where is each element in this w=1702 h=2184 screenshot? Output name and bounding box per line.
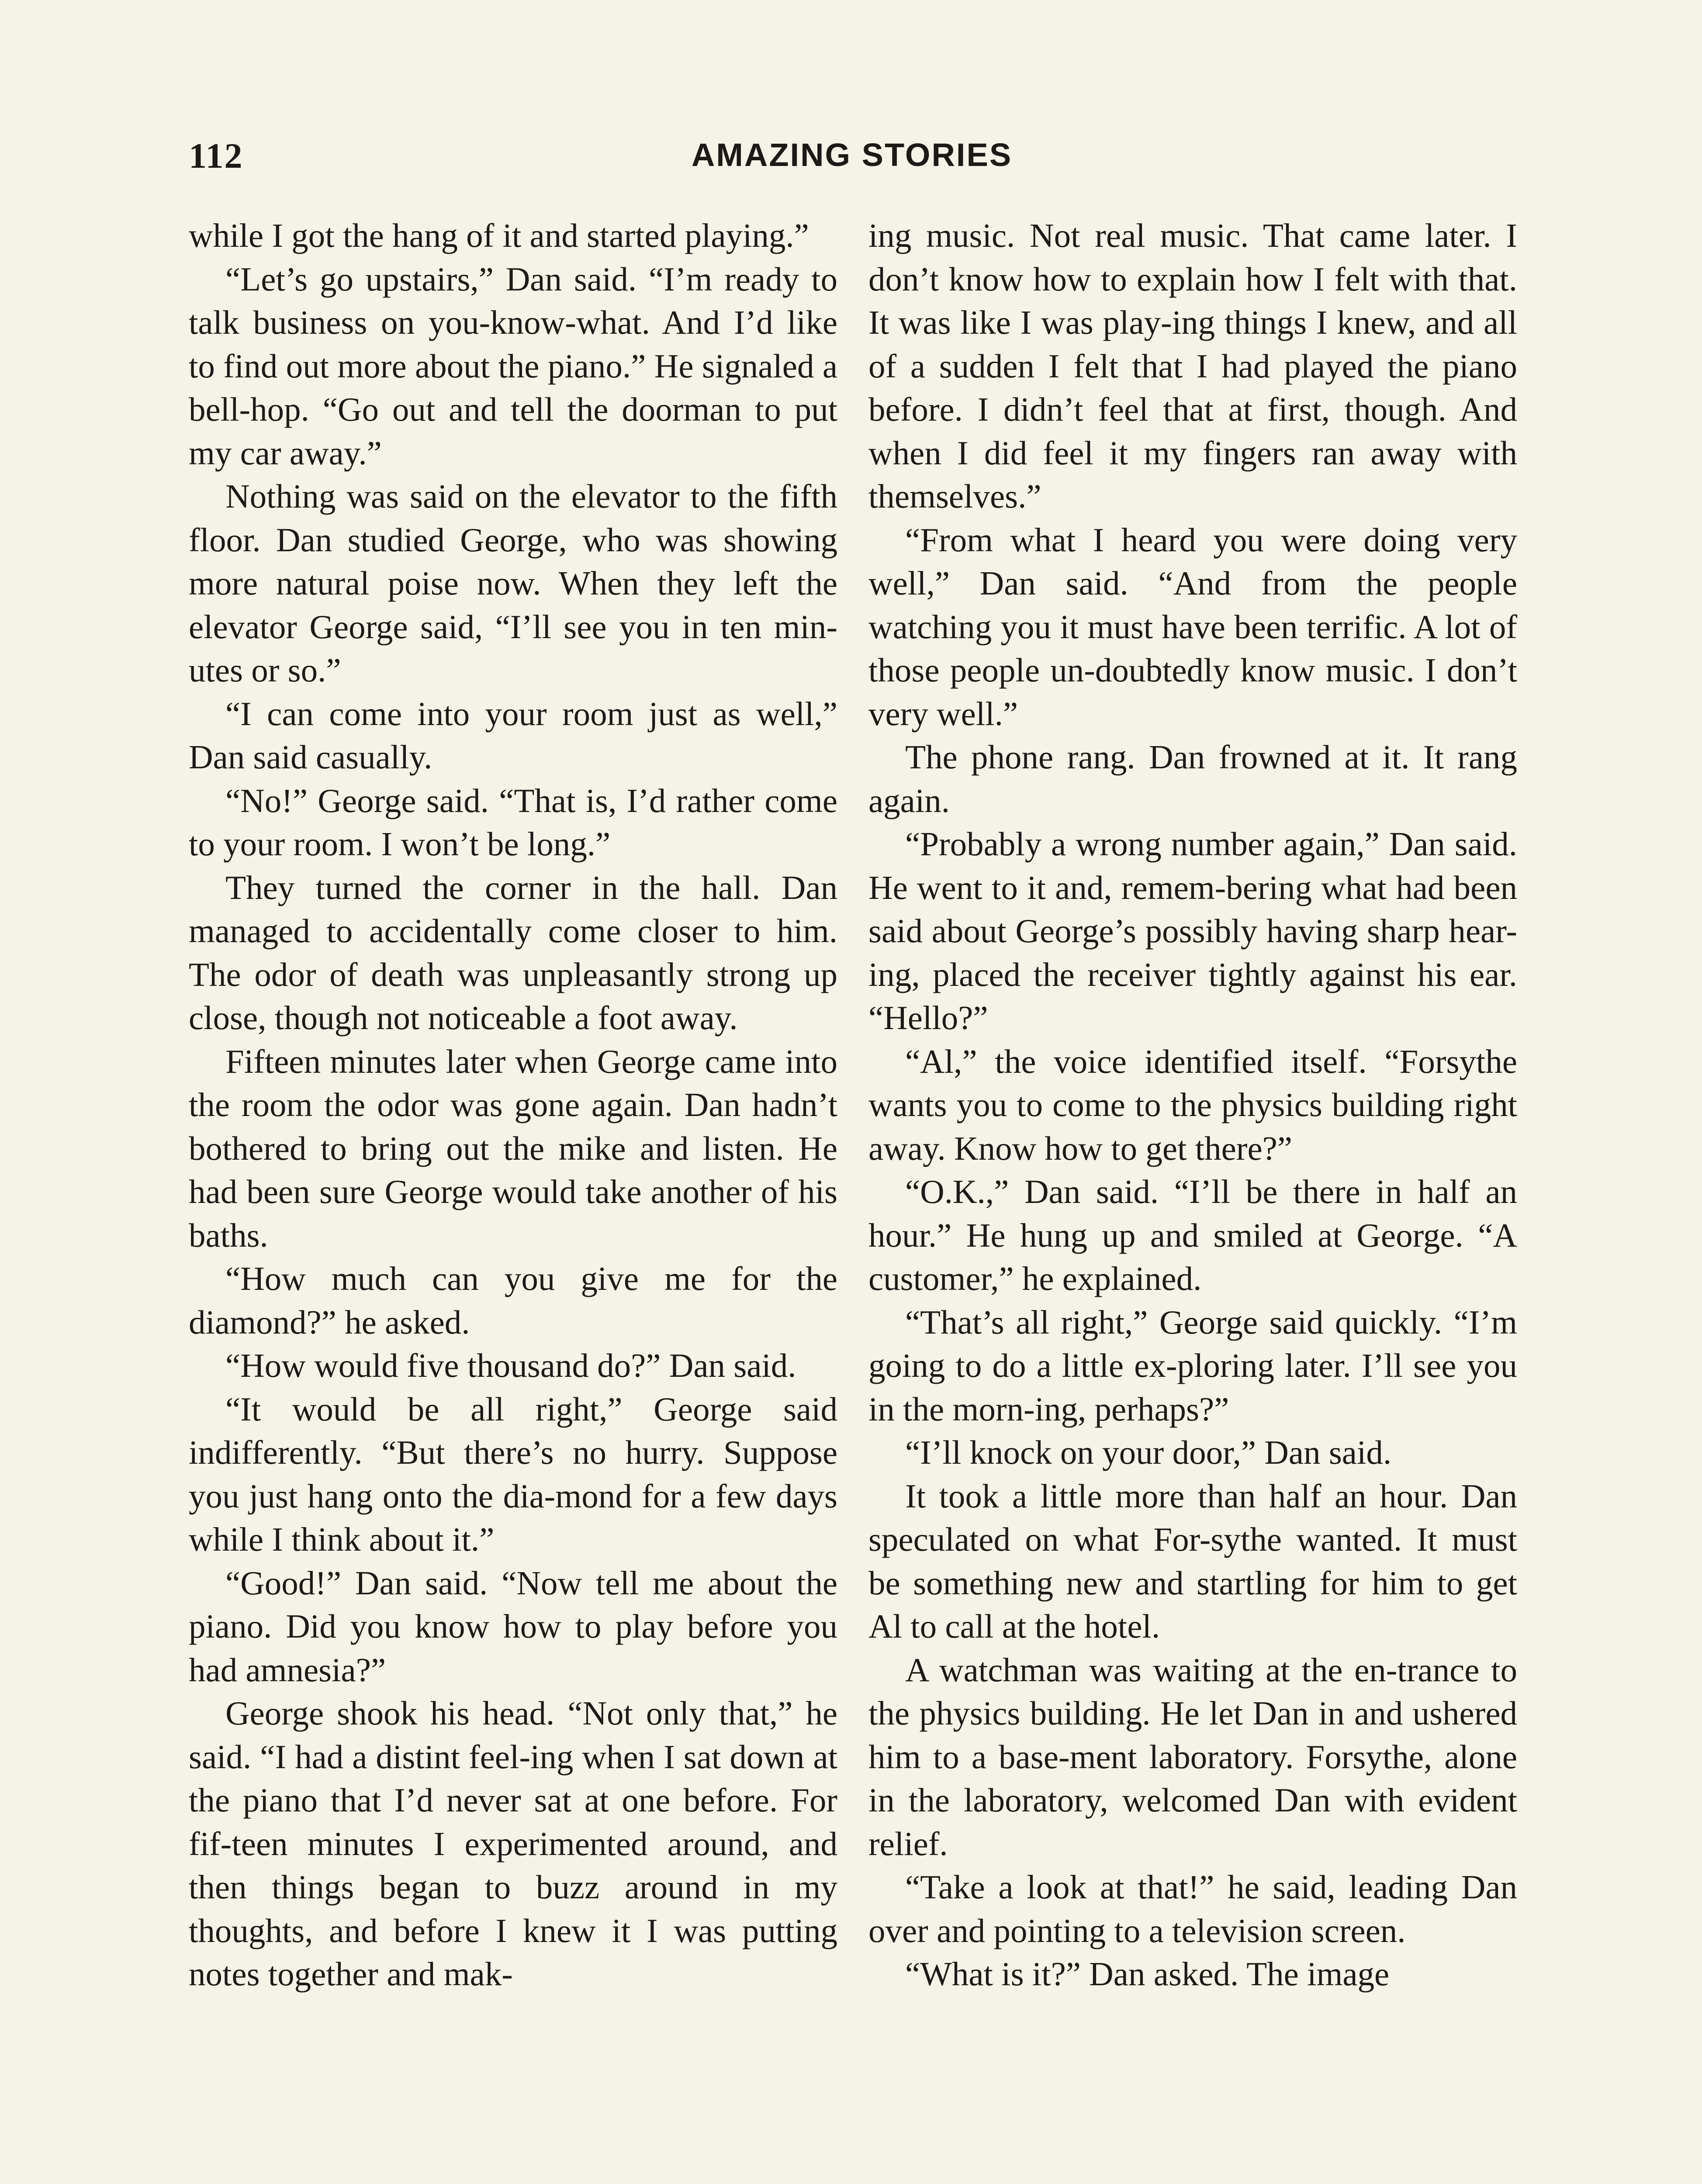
paragraph: “That’s all right,” George said quickly. “I’m going to do a little ex-ploring later. I’ll see you in the morn-ing, perhaps?” bbox=[868, 1303, 1517, 1428]
paragraph: “How much can you give me for the diamond?” he asked. bbox=[189, 1260, 837, 1341]
paragraph: “Good!” Dan said. “Now tell me about the piano. Did you know how to play before you had amnesia?” bbox=[189, 1564, 837, 1689]
paragraph: “I’ll knock on your door,” Dan said. bbox=[905, 1434, 1392, 1471]
paragraph: “What is it?” Dan asked. The image bbox=[905, 1955, 1390, 1993]
paragraph: “From what I heard you were doing very well,” Dan said. “And from the people watching you it must have been terrific. A lot of those people un-doubtedly know music. I don’t very well.” bbox=[868, 521, 1517, 733]
paragraph: “Al,” the voice identified itself. “Forsythe wants you to come to the physics building right away. Know how to get there?” bbox=[868, 1042, 1517, 1167]
page-number: 112 bbox=[189, 136, 243, 176]
running-head: AMAZING STORIES bbox=[691, 137, 1013, 173]
paragraph: They turned the corner in the hall. Dan managed to accidentally come closer to him. The odor of death was unpleasantly strong up close, though not noticeable a foot away. bbox=[189, 868, 837, 1037]
paragraph: “I can come into your room just as well,” Dan said casually. bbox=[189, 695, 837, 776]
paragraph: It took a little more than half an hour. Dan speculated on what For-sythe wanted. It must be something new and startling for him to get Al to call at the hotel. bbox=[868, 1477, 1517, 1645]
paragraph: “Let’s go upstairs,” Dan said. “I’m ready to talk business on you-know-what. And I’d like to find out more about the piano.” He signaled a bell-hop. “Go out and tell the doorman to put my car away.” bbox=[189, 260, 837, 472]
paragraph: George shook his head. “Not only that,” he said. “I had a distint feel-ing when I sat down at the piano that I’d never sat at one before. For fif-teen minutes I experimented around, and then things began to buzz around in my thoughts, and before I knew it I was putting notes together and mak- bbox=[189, 1694, 837, 1993]
paragraph: ing music. Not real music. That came later. I don’t know how to explain how I felt with that. It was like I was play-ing things I knew, and all of a sudden I felt that I had played the piano before. I didn’t feel that at first, though. And when I did feel it my fingers ran away with themselves.” bbox=[868, 217, 1517, 515]
paragraph: while I got the hang of it and started playing.” bbox=[189, 217, 809, 254]
paragraph: Fifteen minutes later when George came into the room the odor was gone again. Dan hadn’t bothered to bring out the mike and listen. He had been sure George would take another of his baths. bbox=[189, 1042, 837, 1254]
paragraph: “Probably a wrong number again,” Dan said. He went to it and, remem-bering what had been said about George’s possibly having sharp hear-ing, placed the receiver tightly against his ear. “Hello?” bbox=[868, 825, 1517, 1037]
paragraph: “O.K.,” Dan said. “I’ll be there in half an hour.” He hung up and smiled at George. “A customer,” he explained. bbox=[868, 1173, 1517, 1297]
paragraph: “How would five thousand do?” Dan said. bbox=[225, 1347, 796, 1384]
paragraph: A watchman was waiting at the en-trance to the physics building. He let Dan in and ushered him to a base-ment laboratory. Forsythe, alone in the laboratory, welcomed Dan with evident relief. bbox=[868, 1651, 1517, 1863]
paragraph: Nothing was said on the elevator to the fifth floor. Dan studied George, who was showing more natural poise now. When they left the elevator George said, “I’ll see you in ten min-utes or so.” bbox=[189, 477, 837, 689]
left-column bbox=[189, 214, 837, 1996]
paragraph: “Take a look at that!” he said, leading Dan over and pointing to a television screen. bbox=[868, 1868, 1517, 1949]
paragraph: The phone rang. Dan frowned at it. It rang again. bbox=[868, 738, 1517, 819]
paragraph: “It would be all right,” George said indifferently. “But there’s no hurry. Suppose you just hang onto the dia-mond for a few days while I think about it.” bbox=[189, 1390, 837, 1558]
paragraph: “No!” George said. “That is, I’d rather come to your room. I won’t be long.” bbox=[189, 781, 837, 863]
right-column bbox=[868, 214, 1517, 1996]
